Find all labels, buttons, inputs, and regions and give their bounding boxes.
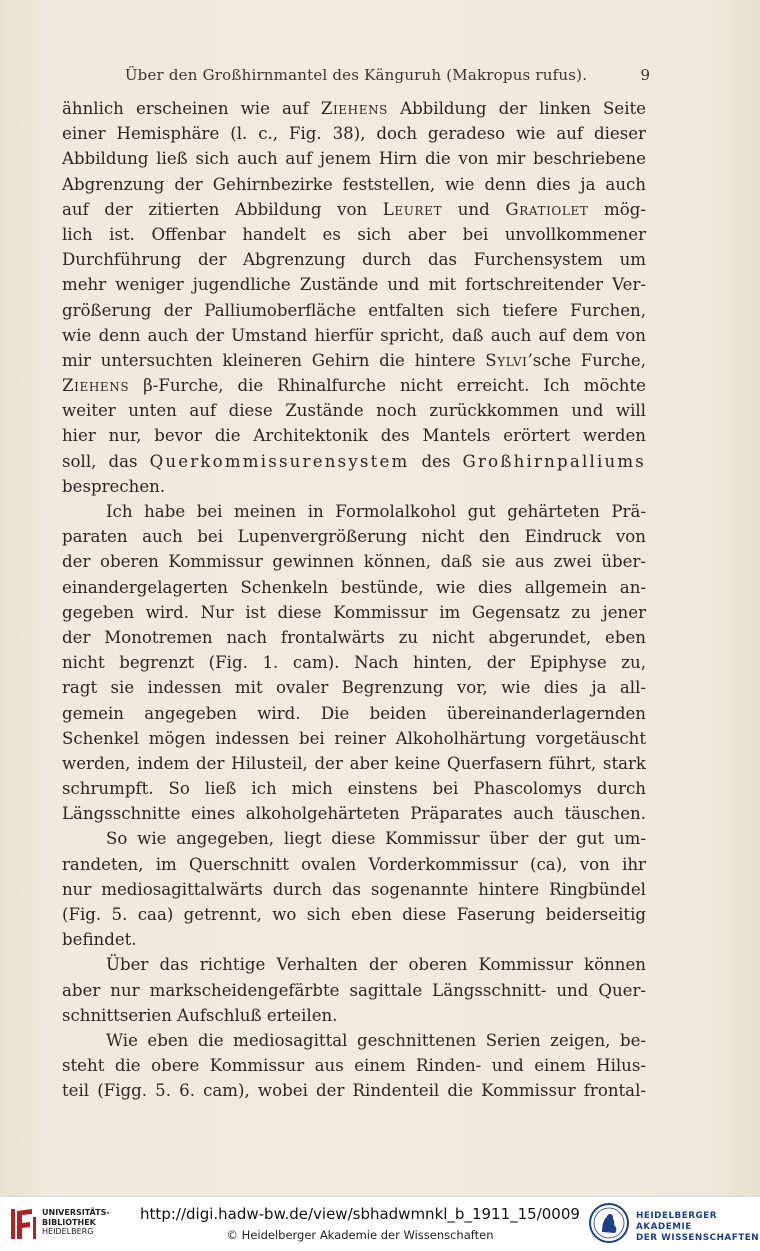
text-line [62,423,646,448]
text-line [62,902,646,927]
text-line [62,398,646,423]
text-run: So wie angegeben, liegt diese Kommissur über der gut um- [106,829,646,849]
text-line [62,1028,646,1053]
text-run: paraten auch bei Lupenvergrößerung nicht den Eindruck von [62,527,646,547]
academy-seal-icon [588,1202,630,1244]
text-run: randeten, im Querschnitt ovalen Vorderkommissur (ca), von ihr [62,854,646,874]
text-run: mehr weniger jugendliche Zustände und mit fortschreitender Ver- [62,275,646,295]
text-run: gemein angegeben wird. Die beiden übereinanderlagernden [62,703,646,723]
text-run: ’sche Furche, [527,350,647,370]
text-run: ähnlich erscheinen wie auf [62,99,321,118]
text-run: weiter unten auf diese Zustände noch zurückkommen und will [62,401,646,421]
text-line [62,449,646,474]
text-run: Ich habe bei meinen in Formolalkohol gut gehärteten Prä- [106,502,646,521]
text-line [62,146,646,171]
text-run: ragt sie indessen mit ovaler Begrenzung vor, wie dies ja all- [62,678,646,698]
text-line [62,776,646,801]
library-name-line1: UNIVERSITÄTS- [42,1208,110,1217]
text-run: nur mediosagittalwärts durch das sogenannte hintere Ringbündel [62,879,646,899]
author-name: Gratiolet [505,199,589,219]
text-run: Schenkel mögen indessen bei reiner Alkoholhärtung vorgetäuscht [62,728,646,748]
text-line [62,826,646,851]
academy-name-line1: HEIDELBERGER AKADEMIE [636,1211,718,1232]
text-run: steht die obere Kommissur aus einem Rinden- und einem Hilus- [62,1056,646,1076]
text-line [62,575,646,600]
text-run: Längsschnitte eines alkoholgehärteten Präparates auch täuschen. [62,804,646,824]
text-line [62,701,646,726]
running-title: Über den Großhirnmantel des Känguruh (Makropus rufus). [124,66,588,84]
text-run: (Fig. 5. caa) getrennt, wo sich eben diese Faserung beiderseitig [62,905,646,924]
author-name: Sylvi [485,350,528,370]
text-run: Wie eben die mediosagittal geschnittenen Serien zeigen, be- [106,1030,646,1050]
text-line [62,549,646,574]
text-line [62,172,646,197]
text-run: Abbildung der linken Seite [388,99,646,118]
text-line [62,751,646,776]
text-line [62,96,646,121]
text-line [62,978,646,1003]
text-line [62,952,646,977]
text-line [62,121,646,146]
text-run: besprechen. [62,476,166,496]
text-run: und [442,199,506,219]
text-line [62,323,646,348]
library-name-line2: BIBLIOTHEK [42,1217,96,1227]
text-run: Über das richtige Verhalten der oberen Kommissur können [106,955,646,975]
text-run: des [409,451,463,471]
author-name: Ziehens [320,99,388,118]
text-run: β-Furche, die Rhinalfurche nicht erreicht. Ich möchte [129,376,646,396]
text-run: werden, indem der Hilusteil, der aber keine Querfasern führt, stark [62,753,646,773]
author-name: Leuret [382,199,443,219]
permalink-url[interactable]: http://digi.hadw-bw.de/view/sbhadwmnkl_b_1911_15/0009 [140,1205,580,1223]
university-library-logo-icon [8,1205,38,1243]
text-run: Abbildung ließ sich auch auf jenem Hirn die von mir beschriebene [62,149,646,169]
text-run: mög- [588,199,647,219]
body-text [62,96,646,1104]
text-line [62,524,646,549]
text-line [62,298,646,323]
author-name: Ziehens [62,376,130,396]
text-run: lich ist. Offenbar handelt es sich aber bei unvollkommener [62,224,646,244]
text-line [62,675,646,700]
text-run: der Monotremen nach frontalwärts zu nicht abgerundet, eben [62,627,646,647]
text-run: teil (Figg. 5. 6. cam), wobei der Rindenteil die Kommissur frontal- [62,1081,646,1101]
text-line [62,247,646,272]
academy-name [636,1211,760,1244]
text-run: soll, das [62,451,150,471]
text-line [62,852,646,877]
text-run: mir untersuchten kleineren Gehirn die hintere [62,350,486,370]
text-line [62,197,646,222]
text-line [62,348,646,373]
text-run: der oberen Kommissur gewinnen können, daß sie aus zwei über- [62,552,646,572]
running-head [62,66,650,90]
academy-name-line2: DER WISSENSCHAFTEN [636,1233,760,1243]
text-line [62,1053,646,1078]
text-run: größerung der Palliumoberfläche entfalten sich tiefere Furchen, [62,300,646,320]
text-line [62,272,646,297]
text-line [62,726,646,751]
text-line [62,373,646,398]
text-line [62,1003,646,1028]
page-number: 9 [640,66,650,84]
emphasized-term: Großhirnpalliums [462,451,646,471]
text-run: gegeben wird. Nur ist diese Kommissur im Gegensatz zu jener [62,602,646,622]
text-line [62,474,646,499]
text-run: Abgrenzung der Gehirnbezirke feststellen, wie denn dies ja auch [62,174,646,194]
text-run: wie denn auch der Umstand hierfür spricht, daß auch auf dem von [62,325,646,345]
text-line [62,499,646,524]
text-run: einer Hemisphäre (l. c., Fig. 38), doch geradeso wie auf dieser [62,124,646,144]
text-line [62,927,646,952]
text-line [62,801,646,826]
text-line [62,625,646,650]
text-run: einandergelagerten Schenkeln bestünde, wie dies allgemein an- [62,577,646,597]
text-line [62,650,646,675]
text-run: befindet. [62,930,137,950]
text-run: nicht begrenzt (Fig. 1. cam). Nach hinten, der Epiphyse zu, [62,653,646,673]
text-run: schnittserien Aufschluß erteilen. [62,1005,338,1025]
text-line [62,1078,646,1103]
library-city: HEIDELBERG [42,1227,94,1236]
footer-bar [0,1196,760,1251]
text-run: auf der zitierten Abbildung von [62,199,383,219]
copyright-notice: © Heidelberger Akademie der Wissenschaften [226,1228,494,1242]
text-line [62,600,646,625]
university-library-name [42,1208,110,1237]
text-run: aber nur markscheidengefärbte sagittale Längsschnitt- und Quer- [62,980,646,1000]
emphasized-term: Querkommissurensystem [149,451,410,471]
text-line [62,222,646,247]
text-run: schrumpft. So ließ ich mich einstens bei Phascolomys durch [62,779,646,799]
text-run: Durchführung der Abgrenzung durch das Furchensystem um [62,250,646,270]
text-run: hier nur, bevor die Architektonik des Mantels erörtert werden [62,426,646,446]
text-line [62,877,646,902]
